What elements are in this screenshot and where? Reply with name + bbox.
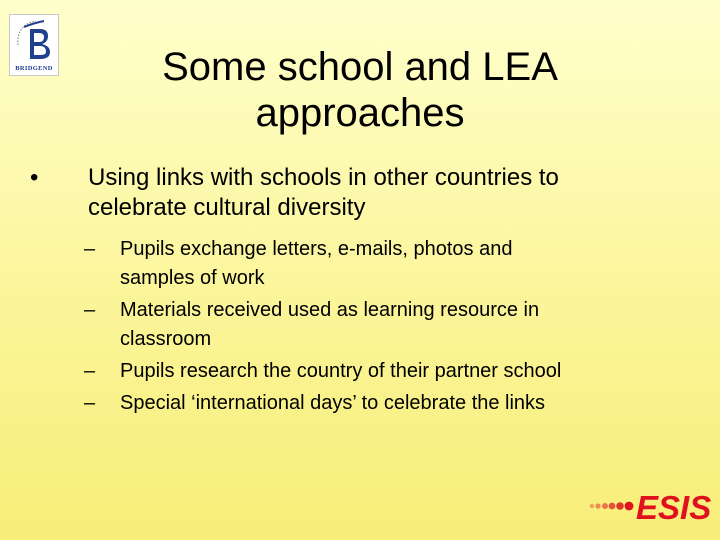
sub-bullet-line-2: samples of work	[120, 267, 265, 289]
title-line-1: Some school and LEA	[162, 45, 558, 89]
title-line-2: approaches	[255, 91, 465, 135]
sub-bullet-marker: –	[84, 299, 96, 321]
sub-bullet-marker: –	[84, 360, 96, 382]
logo-word: BRIDGEND	[15, 65, 53, 72]
sub-bullet-line-1: Pupils research the country of their partner school	[120, 360, 562, 382]
sub-bullet-item	[30, 357, 670, 386]
bullet-text-line-1: Using links with schools in other countries to	[88, 164, 559, 191]
bullet-text-line-2: celebrate cultural diversity	[88, 194, 366, 221]
sub-bullet-line-1: Special ‘international days’ to celebrate the links	[120, 392, 546, 414]
bullet-item	[30, 163, 670, 418]
sub-bullet-item	[30, 389, 670, 418]
bullet-list	[30, 163, 670, 421]
bullet-marker: •	[30, 164, 39, 191]
sub-bullet-item	[30, 296, 670, 354]
sub-bullet-line-1: Materials received used as learning resource in	[120, 299, 540, 321]
slide-title	[110, 44, 610, 136]
sub-bullet-item	[30, 235, 670, 293]
bridgend-logo-icon	[9, 14, 59, 76]
sub-bullet-list	[84, 235, 670, 418]
esis-logo-graphic	[588, 482, 712, 526]
esis-logo-icon	[588, 482, 712, 526]
esis-logo-text: ESIS	[636, 489, 712, 526]
sub-bullet-line-1: Pupils exchange letters, e-mails, photos and	[120, 238, 513, 260]
sub-bullet-marker: –	[84, 238, 96, 260]
sub-bullet-line-2: classroom	[120, 328, 212, 350]
sub-bullet-marker: –	[84, 392, 96, 414]
